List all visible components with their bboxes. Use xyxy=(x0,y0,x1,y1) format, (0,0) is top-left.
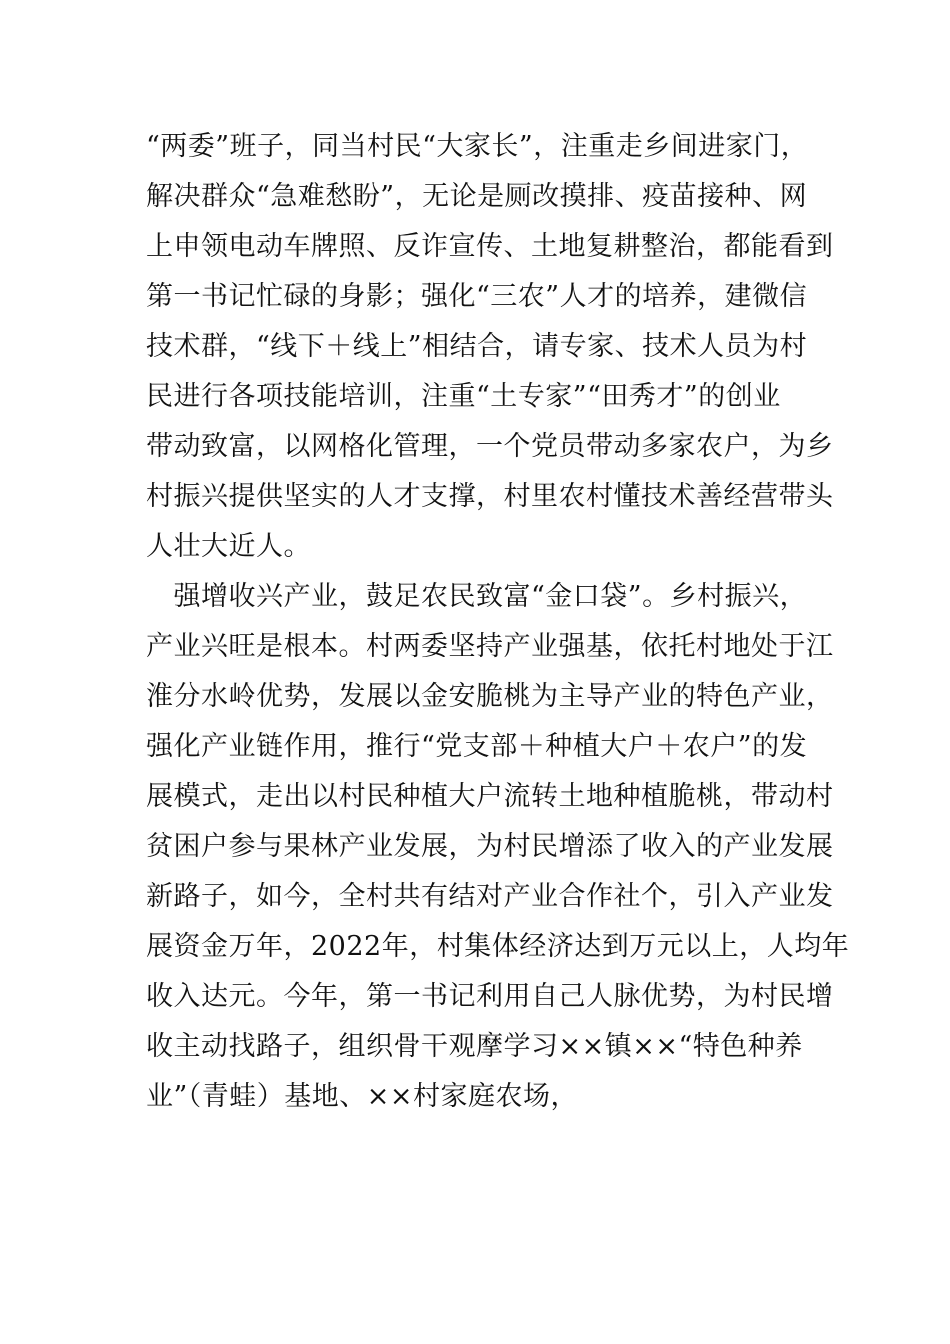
text-line: 产业兴旺是根本。村两委坚持产业强基，依托村地处于江 xyxy=(146,631,834,662)
text-line: 技术群，“线下＋线上”相结合，请专家、技术人员为村 xyxy=(146,331,808,362)
text-line: 新路子，如今，全村共有结对产业合作社个，引入产业发 xyxy=(146,881,834,912)
text-line: 解决群众“急难愁盼”，无论是厕改摸排、疫苗接种、网 xyxy=(146,181,808,212)
text-line: 人壮大近人。 xyxy=(146,531,311,562)
paragraph-start-line: 强增收兴产业，鼓足农民致富“金口袋”。乡村振兴， xyxy=(146,581,808,612)
text-line: 展模式，走出以村民种植大户流转土地种植脆桃，带动村 xyxy=(146,781,834,812)
text-line: 带动致富，以网格化管理，一个党员带动多家农户，为乡 xyxy=(146,431,834,462)
text-line: 展资金万年，2022年，村集体经济达到万元以上，人均年 xyxy=(146,931,850,962)
text-line: 村振兴提供坚实的人才支撑，村里农村懂技术善经营带头 xyxy=(146,481,834,512)
text-line: 业”（青蛙）基地、××村家庭农场， xyxy=(146,1081,579,1112)
text-line: 淮分水岭优势，发展以金安脆桃为主导产业的特色产业， xyxy=(146,681,834,712)
text-line: 民进行各项技能培训，注重“土专家”“田秀才”的创业 xyxy=(146,381,781,412)
text-line: 上申领电动车牌照、反诈宣传、土地复耕整治，都能看到 xyxy=(146,231,834,262)
text-line: 收主动找路子，组织骨干观摩学习××镇××“特色种养 xyxy=(146,1031,803,1062)
text-line: “两委”班子，同当村民“大家长”，注重走乡间进家门， xyxy=(146,131,809,162)
text-line: 强化产业链作用，推行“党支部＋种植大户＋农户”的发 xyxy=(146,731,808,762)
text-line: 贫困户参与果林产业发展，为村民增添了收入的产业发展 xyxy=(146,831,834,862)
text-line: 第一书记忙碌的身影；强化“三农”人才的培养，建微信 xyxy=(146,281,808,312)
text-line: 收入达元。今年，第一书记利用自己人脉优势，为村民增 xyxy=(146,981,834,1012)
body-text xyxy=(146,122,850,1122)
